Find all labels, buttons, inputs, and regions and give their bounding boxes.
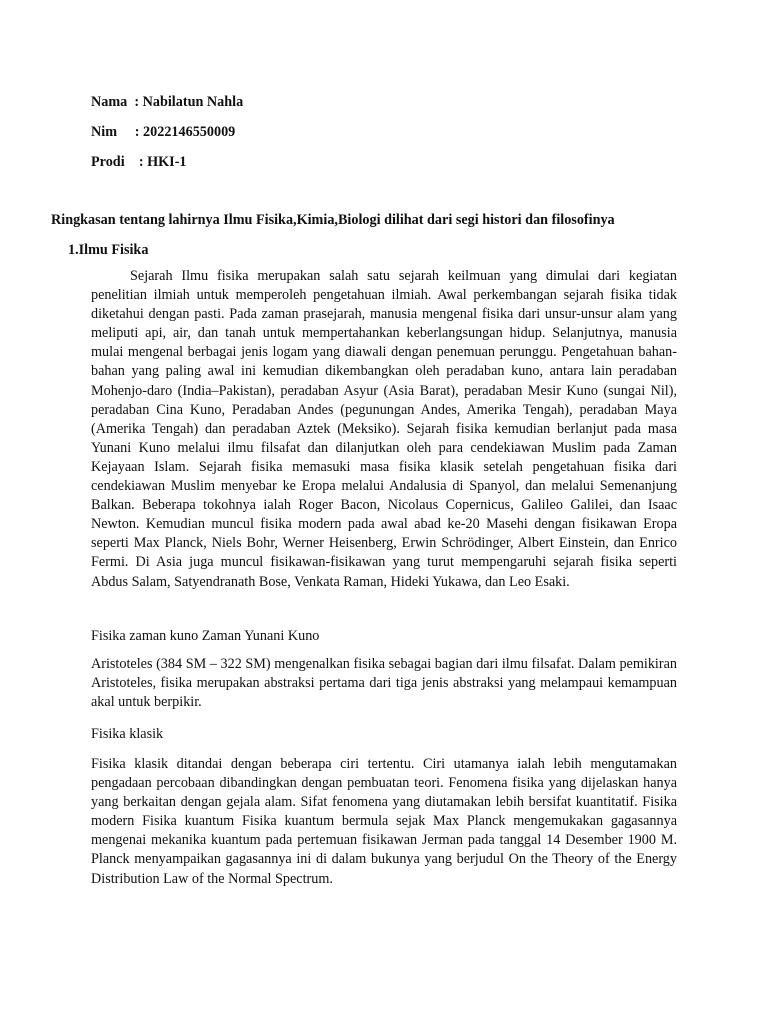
- info-row-nim: [91, 123, 243, 153]
- info-label: Nama: [91, 94, 128, 110]
- student-info: [91, 93, 243, 183]
- section-heading: 1.Ilmu Fisika: [68, 242, 149, 258]
- info-separator: :: [127, 94, 143, 110]
- info-label: Nim: [91, 124, 118, 140]
- info-value: 2022146550009: [143, 124, 236, 140]
- paragraph-history: Sejarah Ilmu fisika merupakan salah satu sejarah keilmuan yang dimulai dari kegiatan penelitian ilmiah untuk memperoleh pengetahuan ilmiah. Awal perkembangan sejarah fisika tidak diketahui dengan pasti. Pada zaman prasejarah, manusia mengenal fisika dari unsur-unsur alam yang meliputi api, air, dan tanah untuk mempertahankan keberlangsungan hidup. Selanjutnya, manusia mulai mengenal berbagai jenis logam yang diawali dengan penemuan perunggu. Pengetahuan bahan-bahan yang paling awal ini kemudian dikembangkan oleh peradaban kuno, antara lain peradaban Mohenjo-daro (India–Pakistan), peradaban Asyur (Asia Barat), peradaban Mesir Kuno (sungai Nil), peradaban Cina Kuno, Peradaban Andes (pegunungan Andes, Amerika Tengah), peradaban Maya (Amerika Tengah) dan peradaban Aztek (Meksiko). Sejarah fisika kemudian berlanjut pada masa Yunani Kuno melalui ilmu filsafat dan dilanjutkan oleh para cendekiawan Muslim pada Zaman Kejayaan Islam. Sejarah fisika memasuki masa fisika klasik setelah pengetahuan fisika dari cendekiawan Muslim menyebar ke Eropa melalui Andalusia di Spanyol, dan melalui Semenanjung Balkan. Beberapa tokohnya ialah Roger Bacon, Nicolaus Copernicus, Galileo Galilei, dan Isaac Newton. Kemudian muncul fisika modern pada awal abad ke-20 Masehi dengan fisikawan Eropa seperti Max Planck, Niels Bohr, Werner Heisenberg, Erwin Schrödinger, Albert Einstein, dan Enrico Fermi. Di Asia juga muncul fisikawan-fisikawan yang turut mempengaruhi sejarah fisika seperti Abdus Salam, Satyendranath Bose, Venkata Raman, Hideki Yukawa, dan Leo Esaki.: [91, 268, 677, 590]
- info-separator: :: [124, 154, 148, 170]
- document-title: Ringkasan tentang lahirnya Ilmu Fisika,Kimia,Biologi dilihat dari segi histori dan filosofinya: [51, 212, 615, 228]
- paragraph-aristotle: Aristoteles (384 SM – 322 SM) mengenalkan fisika sebagai bagian dari ilmu filsafat. Dalam pemikiran Aristoteles, fisika merupakan abstraksi pertama dari tiga jenis abstraksi yang melampaui kemampuan akal untuk berpikir.: [91, 656, 677, 711]
- subheading-classical-physics: Fisika klasik: [91, 726, 164, 742]
- info-row-name: [91, 93, 243, 123]
- paragraph-classical-physics: Fisika klasik ditandai dengan beberapa ciri tertentu. Ciri utamanya ialah lebih mengutamakan pengadaan percobaan dibandingkan dengan pembuatan teori. Fenomena fisika yang dijelaskan hanya yang berkaitan dengan gejala alam. Sifat fenomena yang diutamakan lebih bersifat kuantitatif. Fisika modern Fisika kuantum Fisika kuantum bermula sejak Max Planck mengemukakan gagasannya mengenai mekanika kuantum pada pertemuan fisikawan Jerman pada tanggal 14 Desember 1900 M. Planck menyampaikan gagasannya ini di dalam bukunya yang berjudul On the Theory of the Energy Distribution Law of the Normal Spectrum.: [91, 756, 677, 887]
- info-separator: :: [117, 124, 144, 140]
- subheading-ancient-physics: Fisika zaman kuno Zaman Yunani Kuno: [91, 628, 320, 644]
- info-value: HKI-1: [147, 154, 187, 170]
- info-value: Nabilatun Nahla: [142, 94, 244, 110]
- info-row-prodi: [91, 153, 243, 183]
- info-label: Prodi: [91, 154, 125, 170]
